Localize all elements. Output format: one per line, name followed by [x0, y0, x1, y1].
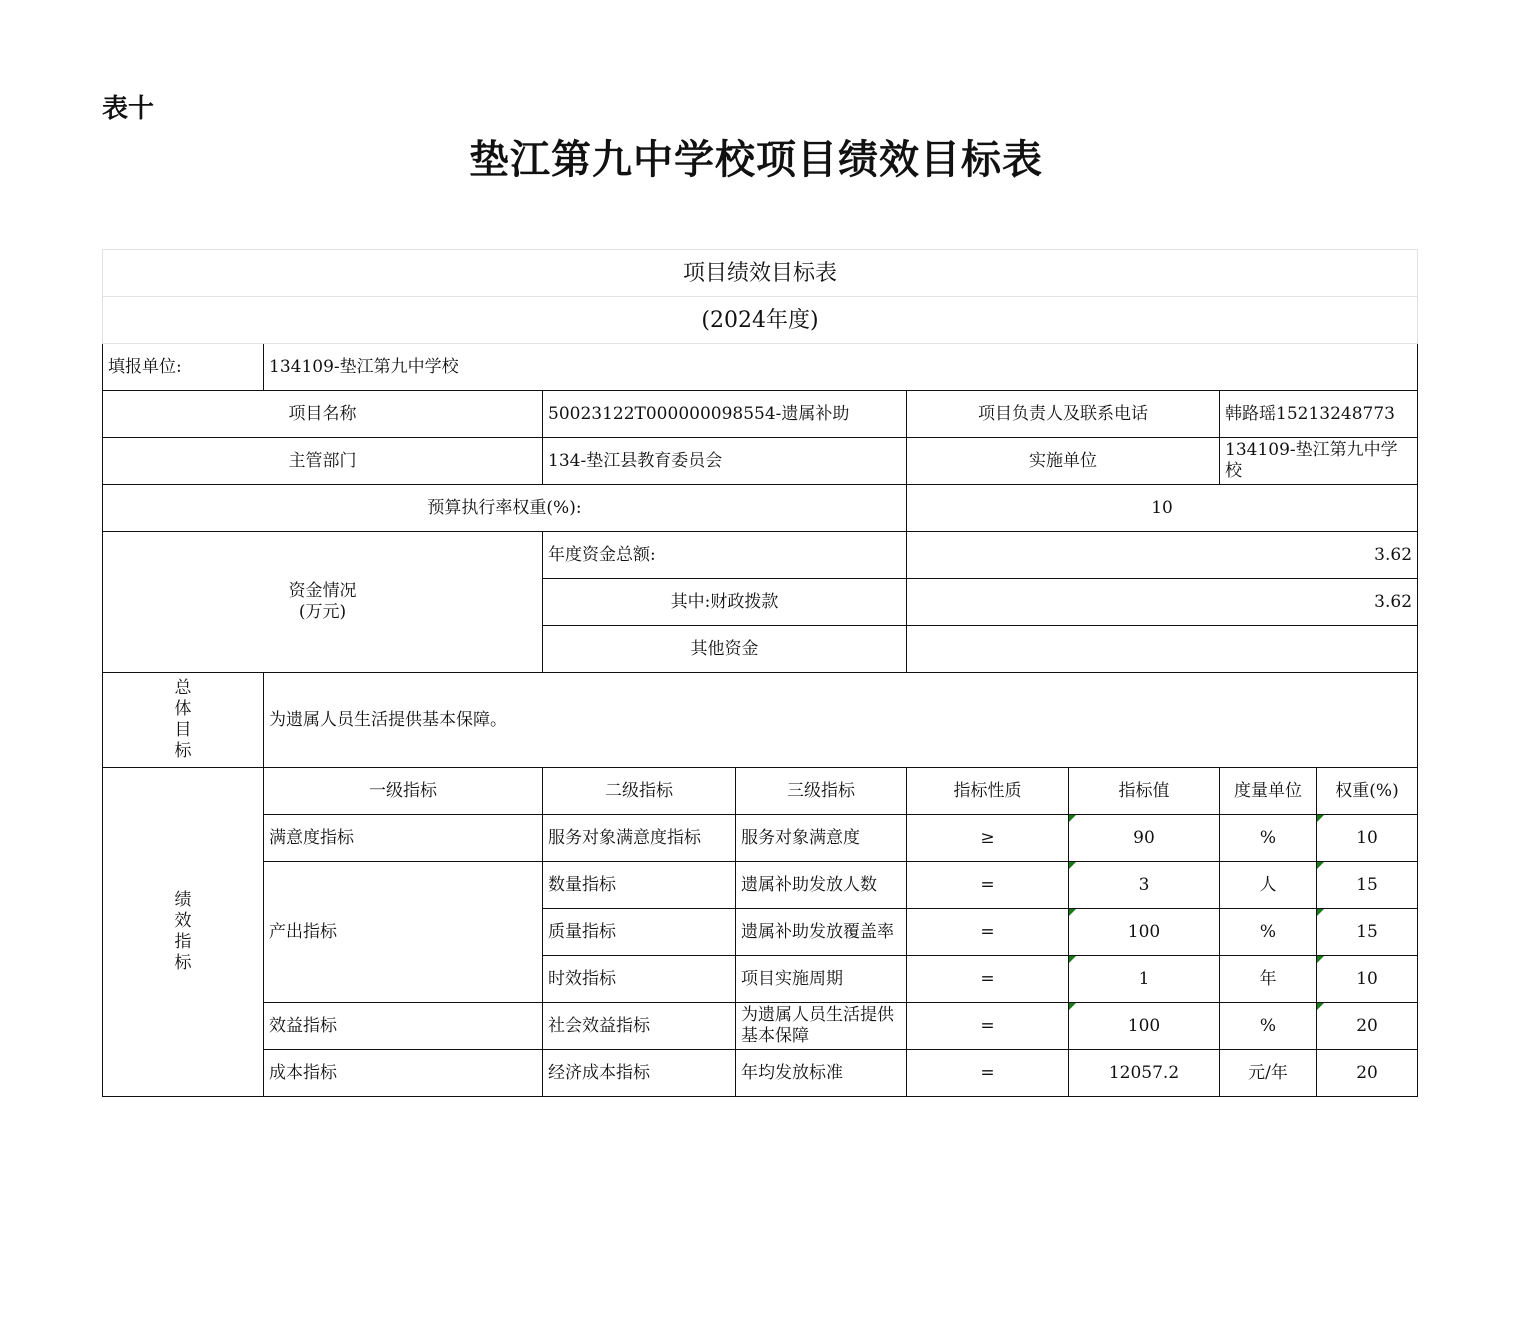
- nature-cell: =: [907, 956, 1069, 1003]
- nature-cell: ≥: [907, 815, 1069, 862]
- annual-total-label: 年度资金总额:: [543, 532, 907, 579]
- nature-cell: =: [907, 1050, 1069, 1097]
- level2-cell: 经济成本指标: [543, 1050, 736, 1097]
- table-row: [103, 862, 1418, 909]
- value-cell: 12057.2: [1069, 1050, 1220, 1097]
- budget-rate-value: 10: [907, 485, 1418, 532]
- fill-unit-value: 134109-垫江第九中学校: [264, 344, 1418, 391]
- weight-cell: 20: [1317, 1050, 1418, 1097]
- header-nature: 指标性质: [907, 768, 1069, 815]
- nature-cell: =: [907, 1003, 1069, 1050]
- overall-goal-label: 总 体 目 标: [103, 673, 264, 768]
- level3-cell: 遗属补助发放覆盖率: [736, 909, 907, 956]
- contact-label: 项目负责人及联系电话: [907, 391, 1220, 438]
- header-weight: 权重(%): [1317, 768, 1418, 815]
- level2-cell: 质量指标: [543, 909, 736, 956]
- value-cell: 100: [1069, 909, 1220, 956]
- impl-unit-value: 134109-垫江第九中学校: [1220, 438, 1418, 485]
- value-cell: 1: [1069, 956, 1220, 1003]
- performance-goal-table: [102, 249, 1418, 1097]
- header-unit: 度量单位: [1220, 768, 1317, 815]
- unit-cell: 人: [1220, 862, 1317, 909]
- weight-cell: 15: [1317, 909, 1418, 956]
- perf-indicator-label: 绩 效 指 标: [103, 768, 264, 1097]
- project-name-label: 项目名称: [103, 391, 543, 438]
- funds-label-line1: 资金情况: [288, 581, 357, 601]
- weight-cell: 20: [1317, 1003, 1418, 1050]
- header-level1: 一级指标: [264, 768, 543, 815]
- dept-value: 134-垫江县教育委员会: [543, 438, 907, 485]
- level1-satisfaction: 满意度指标: [264, 815, 543, 862]
- header-level3: 三级指标: [736, 768, 907, 815]
- level1-output: 产出指标: [264, 862, 543, 1003]
- document-title: 垫江第九中学校项目绩效目标表: [469, 136, 1043, 183]
- level1-benefit: 效益指标: [264, 1003, 543, 1050]
- nature-cell: =: [907, 909, 1069, 956]
- level2-cell: 数量指标: [543, 862, 736, 909]
- project-name-value: 50023122T000000098554-遗属补助: [543, 391, 907, 438]
- level3-cell: 为遗属人员生活提供基本保障: [736, 1003, 907, 1050]
- level2-cell: 服务对象满意度指标: [543, 815, 736, 862]
- unit-cell: %: [1220, 909, 1317, 956]
- level3-cell: 遗属补助发放人数: [736, 862, 907, 909]
- budget-rate-label: 预算执行率权重(%):: [103, 485, 907, 532]
- funds-label: [103, 532, 543, 673]
- fiscal-funds-label: 其中:财政拨款: [543, 579, 907, 626]
- level1-cost: 成本指标: [264, 1050, 543, 1097]
- contact-value: 韩路瑶15213248773: [1220, 391, 1418, 438]
- weight-cell: 15: [1317, 862, 1418, 909]
- table-title: 项目绩效目标表: [103, 250, 1418, 297]
- annual-total-value: 3.62: [907, 532, 1418, 579]
- nature-cell: =: [907, 862, 1069, 909]
- value-cell: 100: [1069, 1003, 1220, 1050]
- overall-goal-value: 为遗属人员生活提供基本保障。: [264, 673, 1418, 768]
- weight-cell: 10: [1317, 956, 1418, 1003]
- unit-cell: %: [1220, 815, 1317, 862]
- header-value: 指标值: [1069, 768, 1220, 815]
- unit-cell: 年: [1220, 956, 1317, 1003]
- funds-label-line2: (万元): [298, 602, 347, 622]
- dept-label: 主管部门: [103, 438, 543, 485]
- fill-unit-label: 填报单位:: [103, 344, 264, 391]
- other-funds-label: 其他资金: [543, 626, 907, 673]
- table-row: [103, 815, 1418, 862]
- value-cell: 3: [1069, 862, 1220, 909]
- unit-cell: 元/年: [1220, 1050, 1317, 1097]
- weight-cell: 10: [1317, 815, 1418, 862]
- fiscal-funds-value: 3.62: [907, 579, 1418, 626]
- level3-cell: 年均发放标准: [736, 1050, 907, 1097]
- level2-cell: 社会效益指标: [543, 1003, 736, 1050]
- unit-cell: %: [1220, 1003, 1317, 1050]
- page-tag: 表十: [102, 94, 155, 124]
- table-row: [103, 1003, 1418, 1050]
- level2-cell: 时效指标: [543, 956, 736, 1003]
- value-cell: 90: [1069, 815, 1220, 862]
- level3-cell: 服务对象满意度: [736, 815, 907, 862]
- header-level2: 二级指标: [543, 768, 736, 815]
- other-funds-value: [907, 626, 1418, 673]
- table-year: (2024年度): [103, 297, 1418, 344]
- table-row: [103, 1050, 1418, 1097]
- impl-unit-label: 实施单位: [907, 438, 1220, 485]
- level3-cell: 项目实施周期: [736, 956, 907, 1003]
